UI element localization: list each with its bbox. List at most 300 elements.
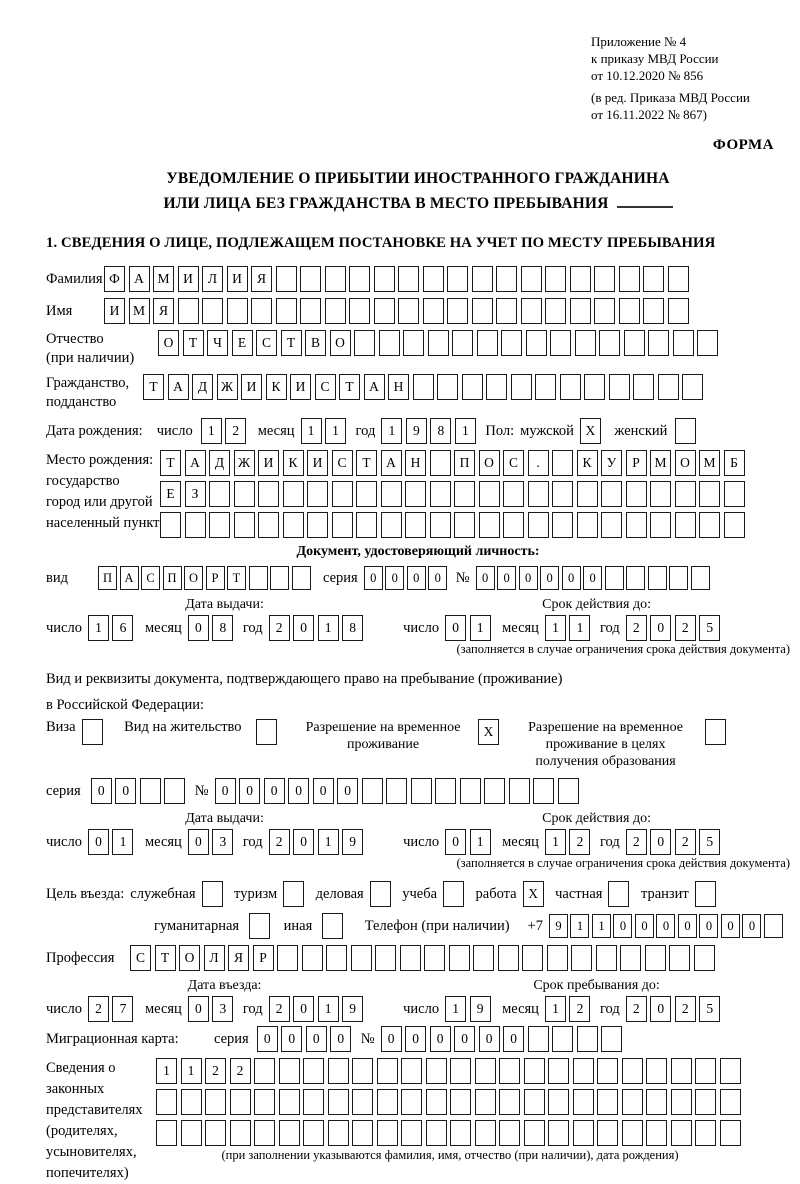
char-box[interactable]	[230, 1089, 251, 1115]
patronymic-input[interactable]	[158, 330, 722, 356]
char-box[interactable]: 0	[583, 566, 602, 590]
char-box[interactable]	[596, 945, 617, 971]
char-box[interactable]	[356, 512, 377, 538]
char-box[interactable]	[724, 512, 745, 538]
char-box[interactable]: 0	[445, 615, 466, 641]
char-box[interactable]: 2	[626, 615, 647, 641]
char-box[interactable]	[454, 512, 475, 538]
char-box[interactable]: Т	[356, 450, 377, 476]
char-box[interactable]	[181, 1120, 202, 1146]
char-box[interactable]	[379, 330, 400, 356]
char-box[interactable]	[277, 945, 298, 971]
char-box[interactable]: 0	[264, 778, 285, 804]
char-box[interactable]	[303, 1089, 324, 1115]
rvp-expiry-year-input[interactable]	[626, 829, 724, 855]
char-box[interactable]	[398, 266, 419, 292]
char-box[interactable]: 2	[205, 1058, 226, 1084]
char-box[interactable]: Я	[153, 298, 174, 324]
char-box[interactable]	[276, 298, 297, 324]
char-box[interactable]	[645, 945, 666, 971]
char-box[interactable]: 5	[699, 615, 720, 641]
birthplace-row2-input[interactable]	[160, 481, 748, 507]
char-box[interactable]: Е	[160, 481, 181, 507]
char-box[interactable]: О	[158, 330, 179, 356]
char-box[interactable]	[302, 945, 323, 971]
char-box[interactable]	[254, 1120, 275, 1146]
char-box[interactable]	[377, 1058, 398, 1084]
char-box[interactable]	[486, 374, 507, 400]
char-box[interactable]: 2	[269, 615, 290, 641]
char-box[interactable]	[381, 481, 402, 507]
char-box[interactable]: 0	[721, 914, 740, 938]
char-box[interactable]	[496, 298, 517, 324]
char-box[interactable]	[601, 481, 622, 507]
char-box[interactable]	[428, 330, 449, 356]
purpose-transit-checkbox[interactable]	[695, 881, 716, 907]
char-box[interactable]	[695, 1120, 716, 1146]
char-box[interactable]	[356, 481, 377, 507]
char-box[interactable]	[202, 298, 223, 324]
stay-year-input[interactable]	[626, 996, 724, 1022]
char-box[interactable]: 1	[156, 1058, 177, 1084]
char-box[interactable]	[234, 512, 255, 538]
char-box[interactable]: 0	[540, 566, 559, 590]
char-box[interactable]: 8	[430, 418, 451, 444]
char-box[interactable]	[503, 512, 524, 538]
visa-checkbox[interactable]	[82, 719, 103, 745]
char-box[interactable]	[548, 1058, 569, 1084]
char-box[interactable]: 1	[318, 615, 339, 641]
char-box[interactable]	[424, 945, 445, 971]
char-box[interactable]	[209, 512, 230, 538]
char-box[interactable]: 0	[650, 996, 671, 1022]
rvp-number-input[interactable]	[215, 778, 583, 804]
char-box[interactable]: С	[256, 330, 277, 356]
char-box[interactable]: Т	[227, 566, 246, 590]
char-box[interactable]: М	[129, 298, 150, 324]
char-box[interactable]	[573, 1120, 594, 1146]
char-box[interactable]: Р	[206, 566, 225, 590]
char-box[interactable]	[325, 298, 346, 324]
char-box[interactable]: 0	[188, 615, 209, 641]
char-box[interactable]: 1	[381, 418, 402, 444]
char-box[interactable]	[522, 945, 543, 971]
char-box[interactable]	[626, 481, 647, 507]
char-box[interactable]	[426, 1058, 447, 1084]
char-box[interactable]	[449, 945, 470, 971]
char-box[interactable]	[668, 266, 689, 292]
char-box[interactable]: 0	[678, 914, 697, 938]
representatives-row2-input[interactable]	[156, 1089, 744, 1115]
char-box[interactable]: И	[290, 374, 311, 400]
char-box[interactable]: 8	[212, 615, 233, 641]
purpose-work-checkbox[interactable]: X	[523, 881, 544, 907]
char-box[interactable]	[552, 450, 573, 476]
char-box[interactable]	[669, 566, 688, 590]
char-box[interactable]	[328, 1058, 349, 1084]
char-box[interactable]	[694, 945, 715, 971]
char-box[interactable]	[699, 512, 720, 538]
char-box[interactable]	[622, 1089, 643, 1115]
char-box[interactable]: Т	[183, 330, 204, 356]
phone-input[interactable]	[549, 914, 786, 938]
char-box[interactable]	[279, 1120, 300, 1146]
char-box[interactable]: Н	[405, 450, 426, 476]
char-box[interactable]	[575, 330, 596, 356]
char-box[interactable]	[430, 481, 451, 507]
char-box[interactable]: 1	[88, 615, 109, 641]
char-box[interactable]	[185, 512, 206, 538]
issue-day-input[interactable]	[88, 615, 137, 641]
purpose-tourism-checkbox[interactable]	[283, 881, 304, 907]
char-box[interactable]	[475, 1058, 496, 1084]
char-box[interactable]	[477, 330, 498, 356]
char-box[interactable]: 2	[675, 829, 696, 855]
char-box[interactable]	[303, 1058, 324, 1084]
char-box[interactable]	[548, 1089, 569, 1115]
char-box[interactable]	[720, 1089, 741, 1115]
char-box[interactable]: 0	[503, 1026, 524, 1052]
char-box[interactable]	[675, 512, 696, 538]
char-box[interactable]: К	[283, 450, 304, 476]
char-box[interactable]	[643, 298, 664, 324]
char-box[interactable]: И	[178, 266, 199, 292]
char-box[interactable]: 1	[455, 418, 476, 444]
char-box[interactable]: 0	[293, 829, 314, 855]
char-box[interactable]	[452, 330, 473, 356]
char-box[interactable]: П	[454, 450, 475, 476]
char-box[interactable]: М	[153, 266, 174, 292]
char-box[interactable]	[181, 1089, 202, 1115]
char-box[interactable]	[307, 481, 328, 507]
char-box[interactable]: 0	[650, 615, 671, 641]
char-box[interactable]: 1	[545, 996, 566, 1022]
char-box[interactable]: У	[601, 450, 622, 476]
char-box[interactable]: 0	[91, 778, 112, 804]
char-box[interactable]	[535, 374, 556, 400]
char-box[interactable]: 7	[112, 996, 133, 1022]
char-box[interactable]: 0	[635, 914, 654, 938]
char-box[interactable]	[650, 481, 671, 507]
rvp-issue-day-input[interactable]	[88, 829, 137, 855]
char-box[interactable]	[528, 1026, 549, 1052]
char-box[interactable]	[270, 566, 289, 590]
char-box[interactable]	[560, 374, 581, 400]
char-box[interactable]: Т	[143, 374, 164, 400]
char-box[interactable]: 1	[569, 615, 590, 641]
char-box[interactable]	[140, 778, 161, 804]
char-box[interactable]: 0	[430, 1026, 451, 1052]
char-box[interactable]: К	[266, 374, 287, 400]
birthdate-month-input[interactable]	[301, 418, 350, 444]
char-box[interactable]	[209, 481, 230, 507]
birthplace-row3-input[interactable]	[160, 512, 748, 538]
char-box[interactable]	[475, 1120, 496, 1146]
char-box[interactable]: 1	[181, 1058, 202, 1084]
char-box[interactable]: 0	[306, 1026, 327, 1052]
char-box[interactable]: Т	[155, 945, 176, 971]
char-box[interactable]: 0	[188, 829, 209, 855]
char-box[interactable]	[234, 481, 255, 507]
expiry-year-input[interactable]	[626, 615, 724, 641]
char-box[interactable]: 0	[656, 914, 675, 938]
char-box[interactable]	[381, 512, 402, 538]
char-box[interactable]: 6	[112, 615, 133, 641]
char-box[interactable]	[307, 512, 328, 538]
char-box[interactable]	[594, 266, 615, 292]
char-box[interactable]: 2	[675, 615, 696, 641]
char-box[interactable]: 8	[342, 615, 363, 641]
birthplace-row1-input[interactable]	[160, 450, 748, 476]
temp-residence-checkbox[interactable]: X	[478, 719, 499, 745]
char-box[interactable]	[699, 481, 720, 507]
char-box[interactable]	[619, 298, 640, 324]
char-box[interactable]	[577, 512, 598, 538]
char-box[interactable]: 2	[675, 996, 696, 1022]
birthdate-year-input[interactable]	[381, 418, 479, 444]
char-box[interactable]	[646, 1089, 667, 1115]
char-box[interactable]: П	[163, 566, 182, 590]
char-box[interactable]	[352, 1120, 373, 1146]
char-box[interactable]	[156, 1089, 177, 1115]
char-box[interactable]	[547, 945, 568, 971]
char-box[interactable]: О	[330, 330, 351, 356]
char-box[interactable]: 0	[281, 1026, 302, 1052]
char-box[interactable]	[401, 1058, 422, 1084]
char-box[interactable]: С	[130, 945, 151, 971]
char-box[interactable]: 2	[569, 829, 590, 855]
char-box[interactable]: 1	[318, 829, 339, 855]
char-box[interactable]	[597, 1058, 618, 1084]
char-box[interactable]: 0	[288, 778, 309, 804]
char-box[interactable]	[552, 1026, 573, 1052]
char-box[interactable]: 1	[445, 996, 466, 1022]
char-box[interactable]: И	[227, 266, 248, 292]
char-box[interactable]: 1	[325, 418, 346, 444]
char-box[interactable]	[374, 298, 395, 324]
char-box[interactable]: Ж	[217, 374, 238, 400]
char-box[interactable]: О	[675, 450, 696, 476]
char-box[interactable]	[633, 374, 654, 400]
char-box[interactable]	[437, 374, 458, 400]
char-box[interactable]	[526, 330, 547, 356]
surname-input[interactable]	[104, 266, 692, 292]
expiry-month-input[interactable]	[545, 615, 594, 641]
char-box[interactable]	[577, 481, 598, 507]
char-box[interactable]	[648, 330, 669, 356]
char-box[interactable]	[472, 266, 493, 292]
char-box[interactable]: А	[185, 450, 206, 476]
char-box[interactable]	[303, 1120, 324, 1146]
char-box[interactable]: 1	[301, 418, 322, 444]
char-box[interactable]: Ж	[234, 450, 255, 476]
purpose-humanitarian-checkbox[interactable]	[249, 913, 270, 939]
char-box[interactable]: 0	[650, 829, 671, 855]
temp-residence-edu-checkbox[interactable]	[705, 719, 726, 745]
char-box[interactable]: С	[503, 450, 524, 476]
char-box[interactable]	[503, 481, 524, 507]
char-box[interactable]: И	[241, 374, 262, 400]
issue-year-input[interactable]	[269, 615, 367, 641]
char-box[interactable]	[254, 1058, 275, 1084]
char-box[interactable]	[558, 778, 579, 804]
char-box[interactable]: 1	[545, 615, 566, 641]
char-box[interactable]	[403, 330, 424, 356]
char-box[interactable]: 0	[385, 566, 404, 590]
char-box[interactable]	[349, 298, 370, 324]
char-box[interactable]	[724, 481, 745, 507]
char-box[interactable]	[351, 945, 372, 971]
char-box[interactable]	[362, 778, 383, 804]
char-box[interactable]	[524, 1058, 545, 1084]
char-box[interactable]	[398, 298, 419, 324]
char-box[interactable]	[450, 1089, 471, 1115]
char-box[interactable]	[671, 1058, 692, 1084]
char-box[interactable]	[374, 266, 395, 292]
char-box[interactable]: 0	[519, 566, 538, 590]
char-box[interactable]	[570, 266, 591, 292]
char-box[interactable]	[521, 298, 542, 324]
char-box[interactable]: А	[381, 450, 402, 476]
char-box[interactable]: Т	[281, 330, 302, 356]
char-box[interactable]	[178, 298, 199, 324]
issue-month-input[interactable]	[188, 615, 237, 641]
char-box[interactable]	[601, 512, 622, 538]
char-box[interactable]	[521, 266, 542, 292]
char-box[interactable]	[472, 298, 493, 324]
char-box[interactable]: 2	[569, 996, 590, 1022]
char-box[interactable]: 0	[479, 1026, 500, 1052]
char-box[interactable]	[695, 1058, 716, 1084]
char-box[interactable]	[626, 512, 647, 538]
char-box[interactable]: 3	[212, 996, 233, 1022]
purpose-official-checkbox[interactable]	[202, 881, 223, 907]
char-box[interactable]	[423, 266, 444, 292]
char-box[interactable]: А	[168, 374, 189, 400]
char-box[interactable]	[254, 1089, 275, 1115]
char-box[interactable]: 0	[497, 566, 516, 590]
char-box[interactable]: 1	[470, 615, 491, 641]
char-box[interactable]	[300, 266, 321, 292]
char-box[interactable]: И	[307, 450, 328, 476]
char-box[interactable]	[328, 1089, 349, 1115]
representatives-row1-input[interactable]	[156, 1058, 744, 1084]
char-box[interactable]	[401, 1089, 422, 1115]
char-box[interactable]: Я	[251, 266, 272, 292]
char-box[interactable]	[619, 266, 640, 292]
char-box[interactable]	[720, 1058, 741, 1084]
char-box[interactable]: 3	[212, 829, 233, 855]
char-box[interactable]	[400, 945, 421, 971]
char-box[interactable]	[251, 298, 272, 324]
char-box[interactable]	[509, 778, 530, 804]
char-box[interactable]: 2	[626, 996, 647, 1022]
char-box[interactable]: В	[305, 330, 326, 356]
char-box[interactable]: 0	[293, 615, 314, 641]
char-box[interactable]	[164, 778, 185, 804]
char-box[interactable]	[411, 778, 432, 804]
char-box[interactable]	[205, 1089, 226, 1115]
char-box[interactable]	[658, 374, 679, 400]
purpose-study-checkbox[interactable]	[443, 881, 464, 907]
char-box[interactable]	[601, 1026, 622, 1052]
char-box[interactable]: Л	[204, 945, 225, 971]
char-box[interactable]: П	[98, 566, 117, 590]
char-box[interactable]	[479, 481, 500, 507]
char-box[interactable]: 0	[239, 778, 260, 804]
char-box[interactable]	[671, 1089, 692, 1115]
char-box[interactable]	[258, 512, 279, 538]
char-box[interactable]: .	[528, 450, 549, 476]
char-box[interactable]	[533, 778, 554, 804]
char-box[interactable]: 5	[699, 996, 720, 1022]
char-box[interactable]: 2	[269, 829, 290, 855]
char-box[interactable]: 1	[318, 996, 339, 1022]
char-box[interactable]	[300, 298, 321, 324]
profession-input[interactable]	[130, 945, 718, 971]
char-box[interactable]	[377, 1089, 398, 1115]
char-box[interactable]	[430, 512, 451, 538]
char-box[interactable]	[249, 566, 268, 590]
rvp-expiry-day-input[interactable]	[445, 829, 494, 855]
char-box[interactable]: 2	[88, 996, 109, 1022]
stay-month-input[interactable]	[545, 996, 594, 1022]
char-box[interactable]	[605, 566, 624, 590]
char-box[interactable]: С	[141, 566, 160, 590]
char-box[interactable]	[454, 481, 475, 507]
char-box[interactable]: М	[650, 450, 671, 476]
birthdate-day-input[interactable]	[201, 418, 250, 444]
char-box[interactable]: А	[364, 374, 385, 400]
char-box[interactable]: О	[479, 450, 500, 476]
char-box[interactable]	[426, 1120, 447, 1146]
char-box[interactable]	[528, 481, 549, 507]
char-box[interactable]: 0	[562, 566, 581, 590]
char-box[interactable]	[205, 1120, 226, 1146]
char-box[interactable]	[597, 1089, 618, 1115]
doc-number-input[interactable]	[476, 566, 713, 590]
char-box[interactable]	[435, 778, 456, 804]
char-box[interactable]: Я	[228, 945, 249, 971]
char-box[interactable]	[528, 512, 549, 538]
char-box[interactable]	[584, 374, 605, 400]
char-box[interactable]: И	[104, 298, 125, 324]
char-box[interactable]	[405, 481, 426, 507]
char-box[interactable]	[405, 512, 426, 538]
purpose-private-checkbox[interactable]	[608, 881, 629, 907]
char-box[interactable]: 2	[230, 1058, 251, 1084]
char-box[interactable]	[650, 512, 671, 538]
entry-year-input[interactable]	[269, 996, 367, 1022]
char-box[interactable]: 0	[88, 829, 109, 855]
representatives-row3-input[interactable]	[156, 1120, 744, 1146]
char-box[interactable]: 2	[269, 996, 290, 1022]
char-box[interactable]: Д	[192, 374, 213, 400]
char-box[interactable]	[599, 330, 620, 356]
char-box[interactable]: 9	[342, 829, 363, 855]
char-box[interactable]: Р	[626, 450, 647, 476]
char-box[interactable]	[292, 566, 311, 590]
char-box[interactable]	[325, 266, 346, 292]
char-box[interactable]: 0	[188, 996, 209, 1022]
char-box[interactable]	[258, 481, 279, 507]
char-box[interactable]: 5	[699, 829, 720, 855]
char-box[interactable]	[447, 298, 468, 324]
char-box[interactable]: Д	[209, 450, 230, 476]
char-box[interactable]	[279, 1089, 300, 1115]
char-box[interactable]: И	[258, 450, 279, 476]
char-box[interactable]	[447, 266, 468, 292]
